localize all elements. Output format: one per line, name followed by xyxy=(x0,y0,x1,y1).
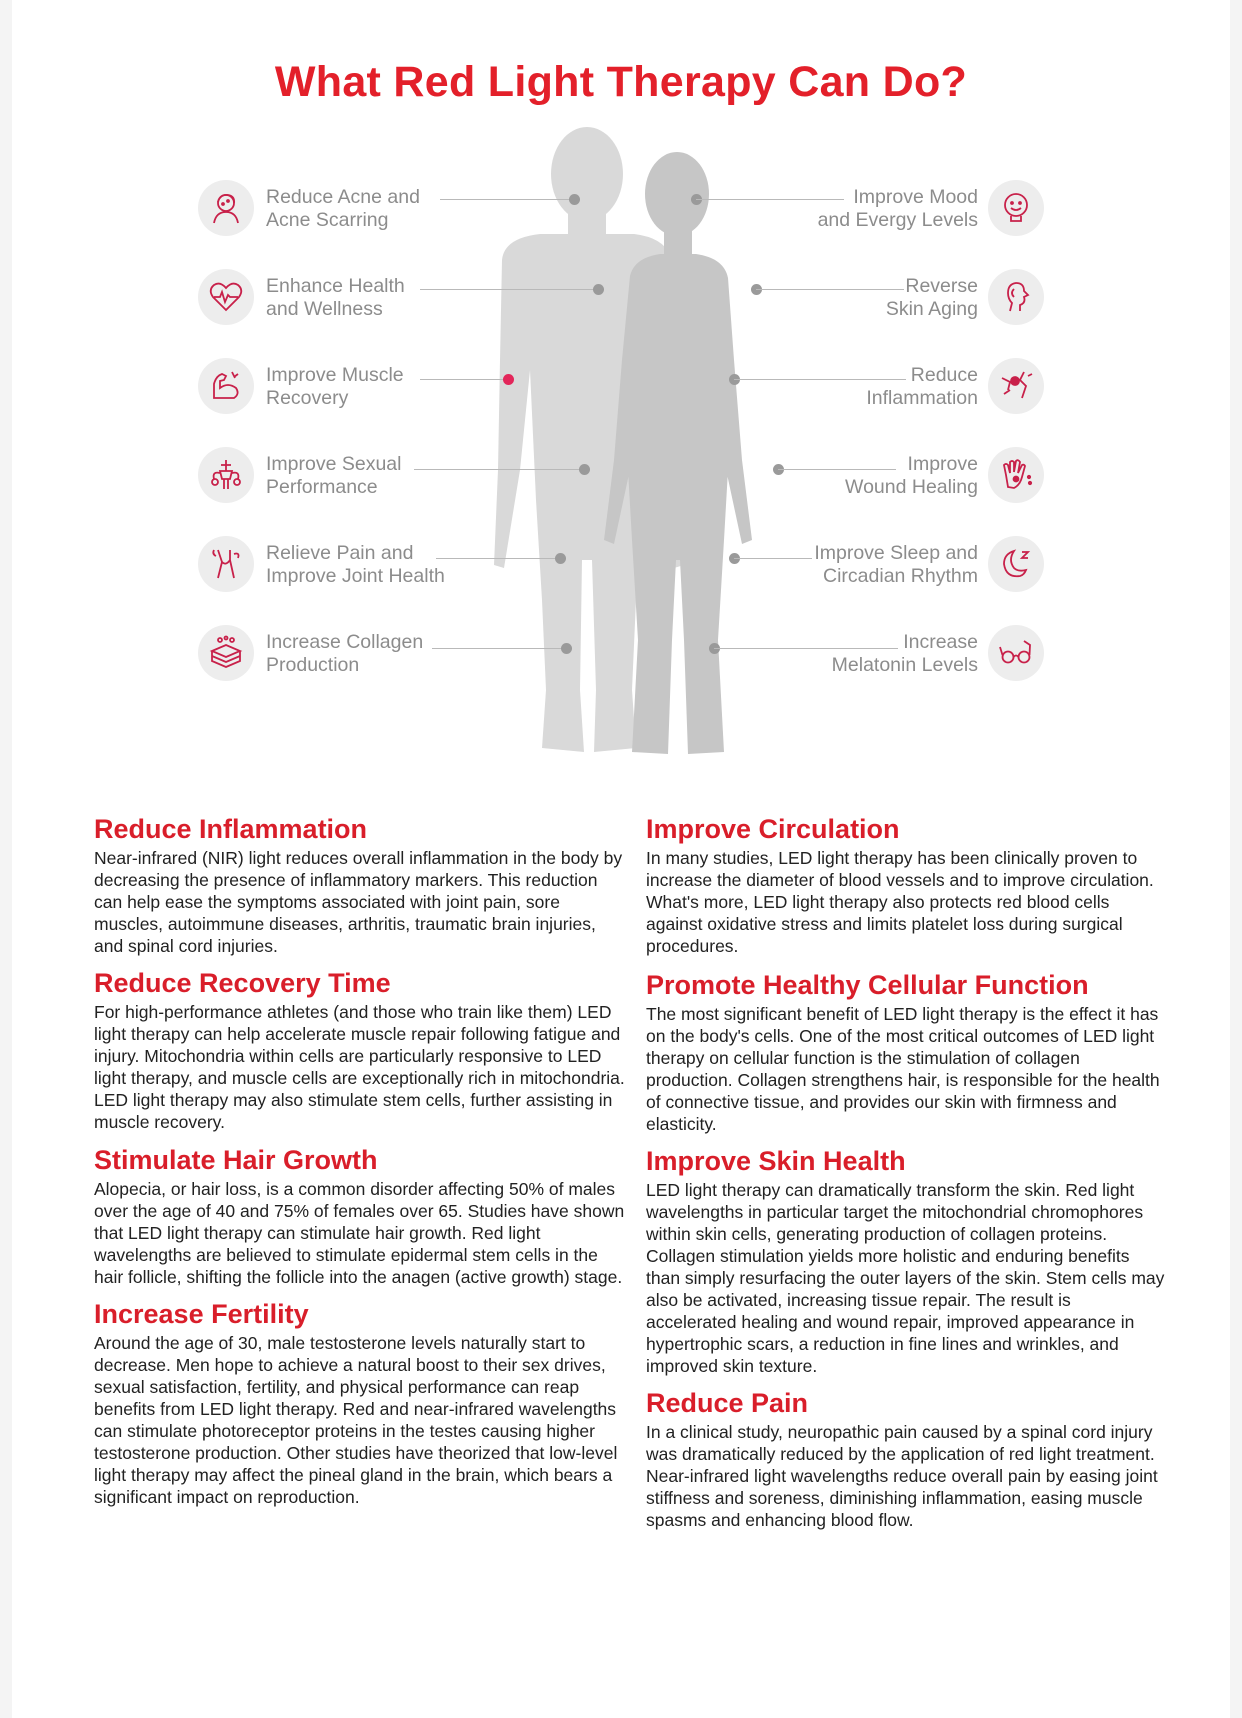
info-section xyxy=(94,1298,626,1508)
body-point-dot-highlighted xyxy=(503,374,514,385)
section-body: The most significant benefit of LED light therapy is the effect it has on the body's cells. One of the most critical outcomes of LED light therapy on cellular function is the stimulation of collagen production. Collagen strengthens hair, is responsible for the health of connective tissue, and provides our skin with firmness and elasticity. xyxy=(646,1004,1160,1134)
info-section xyxy=(94,967,626,1133)
section-heading: Increase Fertility xyxy=(94,1299,309,1329)
info-section xyxy=(646,969,1166,1135)
reproductive-icon xyxy=(198,447,254,503)
section-body: Near-infrared (NIR) light reduces overall inflammation in the body by decreasing the presence of inflammatory markers. This reduction can help ease the symptoms associated with joint pain, sore muscles, autoimmune diseases, arthritis, traumatic brain injuries, and spinal cord injuries. xyxy=(94,848,623,956)
body-point-dot xyxy=(561,643,572,654)
benefit-label-right: Reduce Inflammation xyxy=(866,364,978,409)
page-title: What Red Light Therapy Can Do? xyxy=(274,58,968,106)
section-body: For high-performance athletes (and those who train like them) LED light therapy can help accelerate muscle repair following fatigue and injury. Mitochondria within cells are particularly responsive to LED light therapy, and muscle cells are exceptionally rich in mitochondria. LED light therapy may also stimulate stem cells, further assisting in muscle recovery. xyxy=(94,1002,625,1132)
section-body: Alopecia, or hair loss, is a common disorder affecting 50% of males over the age of 40 and 75% of females over 65. Studies have shown that LED light therapy can stimulate hair growth. Red light wavelengths are believed to stimulate epidermal stem cells in the hair follicle, shifting the follicle into the anagen (active growth) stage. xyxy=(94,1179,625,1287)
info-section xyxy=(94,813,626,957)
benefit-label-left: Improve Muscle Recovery xyxy=(266,364,404,409)
section-heading: Improve Skin Health xyxy=(646,1146,906,1176)
heart-pulse-icon xyxy=(198,269,254,325)
skin-layers-icon xyxy=(198,625,254,681)
section-heading: Improve Circulation xyxy=(646,814,900,844)
benefit-label-right: Improve Sleep and Circadian Rhythm xyxy=(814,542,978,587)
body-point-dot xyxy=(555,553,566,564)
section-heading: Promote Healthy Cellular Function xyxy=(646,970,1089,1000)
connector-line xyxy=(420,289,598,290)
lightbulb-smile-icon xyxy=(988,180,1044,236)
knee-joint-icon xyxy=(198,536,254,592)
section-heading: Reduce Pain xyxy=(646,1388,809,1418)
benefit-label-left: Increase Collagen Production xyxy=(266,631,424,676)
connector-line xyxy=(432,648,566,649)
glasses-icon xyxy=(988,625,1044,681)
human-figures-illustration xyxy=(12,0,1230,770)
face-profile-icon xyxy=(988,269,1044,325)
body-point-dot xyxy=(579,464,590,475)
section-heading: Reduce Inflammation xyxy=(94,814,368,844)
section-heading: Reduce Recovery Time xyxy=(94,968,391,998)
benefit-label-right: Reverse Skin Aging xyxy=(885,275,978,320)
wounded-hand-icon xyxy=(988,447,1044,503)
muscle-arm-icon xyxy=(198,358,254,414)
benefit-label-left: Improve Sexual Performance xyxy=(266,453,402,498)
section-body: In a clinical study, neuropathic pain caused by a spinal cord injury was dramatically reduced by the application of red light treatment. Near-infrared light wavelengths reduce overall pain by easing joint stiffness and soreness, diminishing inflammation, easing muscle spasms and enhancing blood flow. xyxy=(646,1422,1158,1530)
info-section xyxy=(646,1387,1166,1531)
section-body: LED light therapy can dramatically transform the skin. Red light wavelengths in particular target the mitochondrial chromophores within skin cells, generating production of collagen proteins. Collagen stimulation yields more holistic and enduring benefits than simply resurfacing the outer layers of the skin. Stem cells may also be activated, increasing tissue repair. The result is accelerated healing and wound repair, improved appearance in hypertrophic scars, a reduction in fine lines and wrinkles, and improved skin texture. xyxy=(646,1180,1165,1376)
body-point-dot xyxy=(593,284,604,295)
section-heading: Stimulate Hair Growth xyxy=(94,1145,378,1175)
left-text-column xyxy=(94,813,626,1508)
section-body: Around the age of 30, male testosterone levels naturally start to decrease. Men hope to achieve a natural boost to their sex drives, sexual satisfaction, fertility, and physical performance can reap benefits from LED light therapy. Red and near-infrared wavelengths can stimulate photoreceptor proteins in the testes causing higher testosterone production. Other studies have theorized that low-level light therapy may affect the pineal gland in the brain, which bears a significant impact on reproduction. xyxy=(94,1333,618,1507)
info-section xyxy=(646,1145,1166,1377)
benefit-label-right: Improve Wound Healing xyxy=(845,453,978,498)
info-section xyxy=(646,813,1166,957)
benefit-label-right: Improve Mood and Evergy Levels xyxy=(817,186,978,231)
connector-line xyxy=(436,558,560,559)
right-text-column xyxy=(646,813,1166,1531)
inflamed-joint-icon xyxy=(988,358,1044,414)
benefit-label-left: Reduce Acne and Acne Scarring xyxy=(266,186,420,231)
connector-line xyxy=(440,199,574,200)
benefit-label-right: Increase Melatonin Levels xyxy=(831,631,978,676)
connector-line xyxy=(420,379,508,380)
moon-sleep-icon xyxy=(988,536,1044,592)
benefit-label-left: Enhance Health and Wellness xyxy=(266,275,405,320)
section-body: In many studies, LED light therapy has been clinically proven to increase the diameter of blood vessels and to improve circulation. What's more, LED light therapy also protects red blood cells against oxidative stress and limits platelet loss during surgical procedures. xyxy=(646,848,1154,956)
connector-line xyxy=(414,469,584,470)
benefit-label-left: Relieve Pain and Improve Joint Health xyxy=(266,542,445,587)
acne-face-icon xyxy=(198,180,254,236)
body-point-dot xyxy=(569,194,580,205)
infographic-page xyxy=(12,0,1230,1718)
info-section xyxy=(94,1144,626,1288)
